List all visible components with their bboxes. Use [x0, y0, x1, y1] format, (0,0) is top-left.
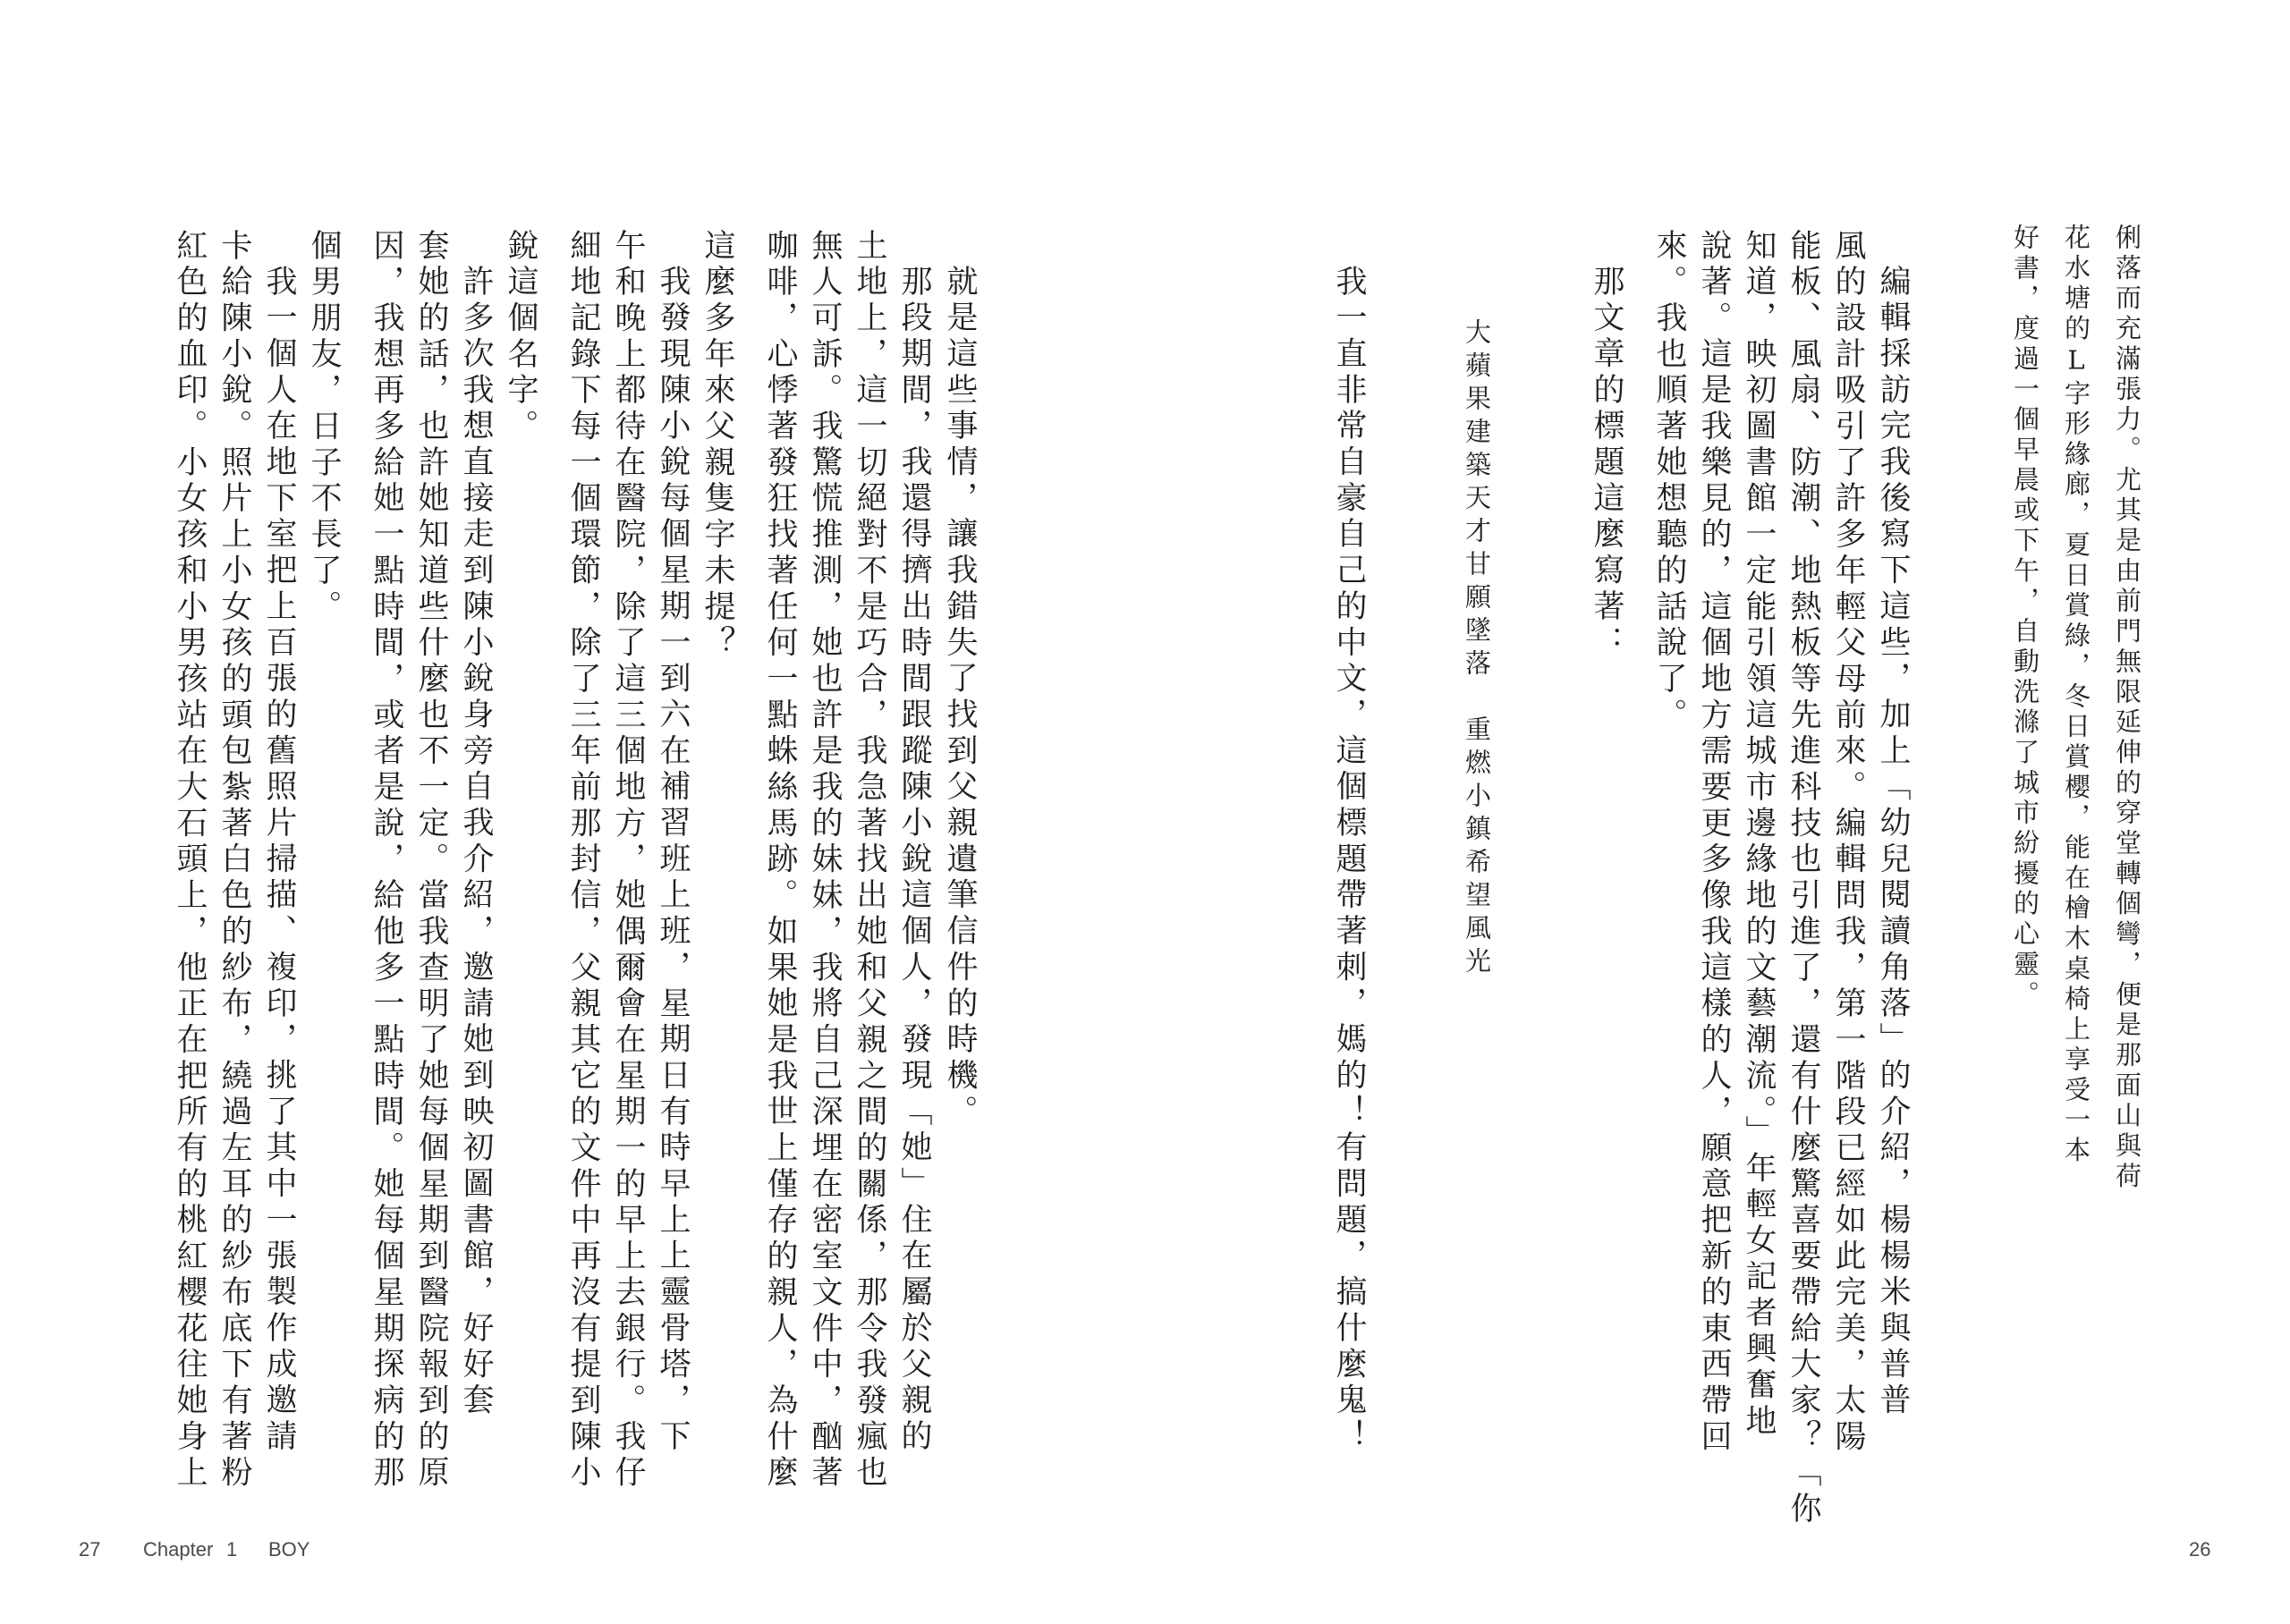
- text-column: 土地上，這一切絕對不是巧合，我急著找出她和父親之間的關係，那令我發瘋也: [852, 229, 887, 1493]
- quote-column: 好書，度過一個早晨或下午，自動洗滌了城市紛擾的心靈。: [2010, 224, 2040, 1011]
- running-footer-section-title: BOY: [268, 1538, 310, 1561]
- text-column: 細地記錄下每一個環節，除了三年前那封信，父親其它的文件中再沒有提到陳小: [565, 229, 601, 1493]
- running-footer-chapter-label: Chapter: [143, 1538, 214, 1561]
- page-number-right: 26: [2189, 1538, 2211, 1561]
- text-column: 我發現陳小銳每個星期一到六在補習班上班，星期日有時早上上靈骨塔，下: [655, 265, 691, 1456]
- text-column: 套她的話，也許她知道些什麼也不一定。當我查明了她每個星期到醫院報到的原: [413, 229, 449, 1493]
- text-column: 個男朋友，日子不長了。: [306, 229, 342, 626]
- text-column: 咖啡，心悸著發狂找著任何一點蛛絲馬跡。如果她是我世上僅存的親人，為什麼: [762, 229, 798, 1493]
- text-column: 許多次我想直接走到陳小銳身旁自我介紹，邀請她到映初圖書館，好好套: [458, 265, 494, 1420]
- text-column: 說著。這是我樂見的，這個地方需要更多像我這樣的人，願意把新的東西帶回: [1696, 229, 1732, 1456]
- text-column: 銳這個名字。: [503, 229, 539, 446]
- text-column: 我一個人在地下室把上百張的舊照片掃描、複印，挑了其中一張製作成邀請: [261, 265, 297, 1456]
- text-column: 卡給陳小銳。照片上小女孩的頭包紮著白色的紗布，繞過左耳的紗布底下有著粉: [216, 229, 252, 1493]
- text-column: 風的設計吸引了許多年輕父母前來。編輯問我，第一階段已經如此完美，太陽: [1830, 229, 1866, 1456]
- text-column: 那段期間，我還得擠出時間跟蹤陳小銳這個人，發現「她」住在屬於父親的: [896, 265, 932, 1456]
- text-column: 這麼多年來父親隻字未提？: [700, 229, 735, 663]
- text-column: 我一直非常自豪自己的中文，這個標題帶著刺，媽的！有問題，搞什麼鬼！: [1331, 265, 1367, 1456]
- quote-column: 俐落而充滿張力。尤其是由前門無限延伸的穿堂轉個彎，便是那面山與荷: [2112, 224, 2142, 1193]
- text-column: 知道，映初圖書館一定能引領這城市邊緣地的文藝潮流。」年輕女記者興奮地: [1741, 229, 1777, 1441]
- quote-column: 花水塘的L字形緣廊，夏日賞綠，冬日賞櫻，能在檜木桌椅上享受一本: [2061, 224, 2091, 1167]
- text-column: 能板、風扇、防潮、地熱板等先進科技也引進了，還有什麼驚喜要帶給大家？「你: [1785, 229, 1821, 1528]
- text-column: 那文章的標題這麼寫著：: [1589, 265, 1624, 662]
- text-column: 因，我想再多給她一點時間，或者是說，給他多一點時間。她每個星期探病的那: [369, 229, 404, 1493]
- text-column: 午和晚上都待在醫院，除了這三個地方，她偶爾會在星期一的早上去銀行。我仔: [610, 229, 646, 1493]
- running-footer-chapter-number: 1: [226, 1538, 238, 1561]
- text-column: 紅色的血印。小女孩和小男孩站在大石頭上，他正在把所有的桃紅櫻花往她身上: [172, 229, 208, 1493]
- text-column: 無人可訴。我驚慌推測，她也許是我的妹妹，我將自己深埋在密室文件中，酗著: [807, 229, 843, 1493]
- text-column: 編輯採訪完我後寫下這些，加上「幼兒閱讀角落」的介紹，楊楊米與普普: [1875, 265, 1911, 1420]
- text-column: 就是這些事情，讓我錯失了找到父親遺筆信件的時機。: [942, 265, 978, 1131]
- page-number-left: 27: [79, 1538, 101, 1561]
- text-column: 來。我也順著她想聽的話說了。: [1651, 229, 1687, 734]
- article-headline: 大蘋果建築天才甘願墜落 重燃小鎮希望風光: [1462, 318, 1492, 980]
